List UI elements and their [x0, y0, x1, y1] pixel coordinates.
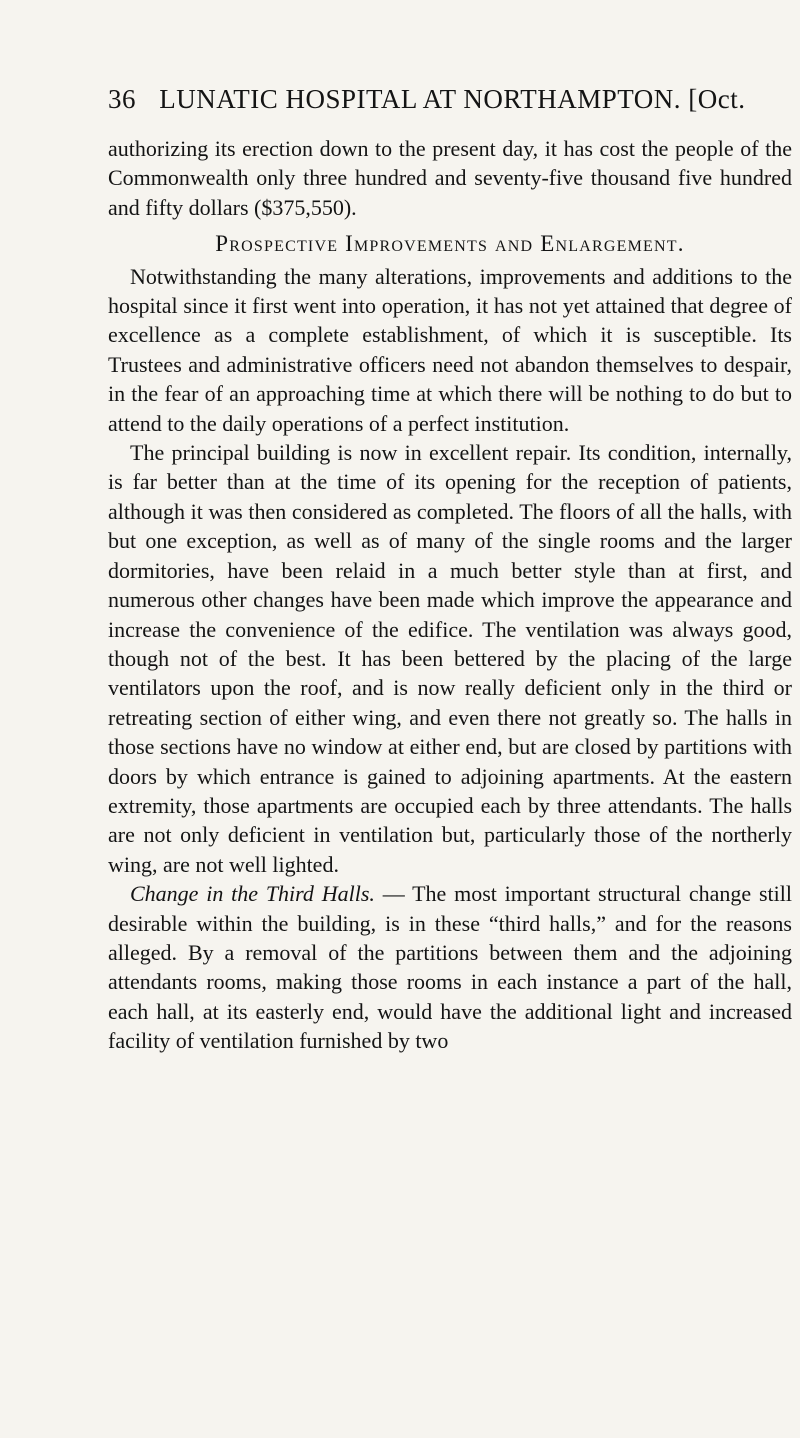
- section-heading: Prospective Improvements and Enlargement.: [215, 231, 685, 257]
- paragraph-notwithstanding: Notwithstanding the many alterations, improvements and additions to the hospital since it first went into operation, it has not yet attained that degree of excellence as a complete establishment, of which it is susceptible. Its Trustees and administrative officers need not abandon themselves to despair, in the fear of an approaching time at which there will be nothing to do but to attend to the daily operations of a perfect institution.: [108, 263, 792, 436]
- body-text: [108, 134, 792, 1056]
- running-title: LUNATIC HOSPITAL AT NORTHAMPTON.: [159, 84, 681, 114]
- paragraph-third-halls-text: — The most important structural change still desirable within the building, is in these “third halls,” and for the reasons alleged. By a removal of the partitions between them and the adjoining attendants rooms, making those rooms in each instance a part of the hall, each hall, at its easterly end, would have the additional light and increased facility of ventilation furnished by two: [108, 881, 792, 1054]
- paragraph-third-halls: [108, 879, 792, 1055]
- paragraph-principal-building: The principal building is now in excellent repair. Its condition, internally, is far better than at the time of its opening for the reception of patients, although it was then considered as completed. The floors of all the halls, with but one exception, as well as of many of the single rooms and the larger dormitories, have been relaid in a much better style than at first, and numerous other changes have been made which improve the appearance and increase the convenience of the edifice. The ventilation was always good, though not of the best. It has been bettered by the placing of the large ventilators upon the roof, and is now really deficient only in the third or retreating section of either wing, and even there not greatly so. The halls in those sections have no window at either end, but are closed by partitions with doors by which entrance is gained to adjoining apartments. At the eastern extremity, those apartments are occupied each by three attendants. The halls are not only deficient in ventilation but, particularly those of the northerly wing, are not well lighted.: [108, 440, 792, 877]
- page-number: 36: [108, 84, 136, 114]
- paragraph-continuation: authorizing its erection down to the present day, it has cost the people of the Commonwealth only three hundred and seventy-five thousand five hundred and fifty dollars ($375,550).: [108, 136, 792, 220]
- running-header: [108, 84, 798, 115]
- date-mark: [Oct.: [688, 84, 746, 114]
- subhead-third-halls: Change in the Third Halls.: [130, 881, 375, 907]
